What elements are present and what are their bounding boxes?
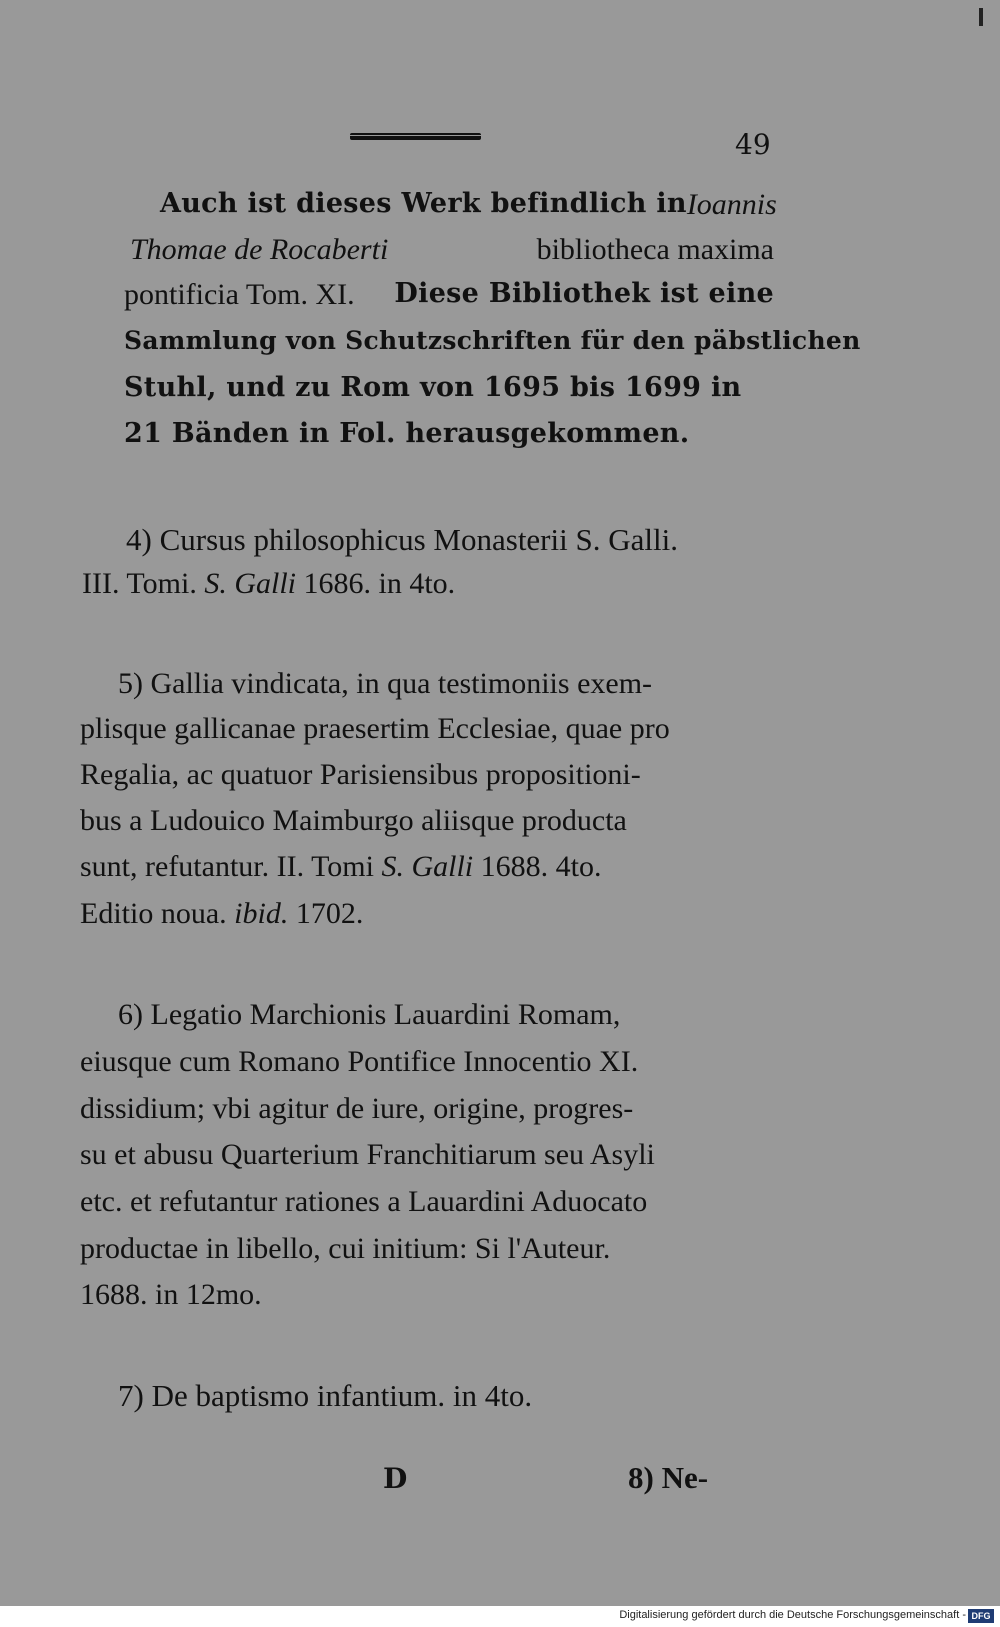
footer-credit: Digitalisierung gefördert durch die Deutsche Forschungsgemeinschaft - <box>619 1609 966 1621</box>
catchword-right: 8) Ne- <box>628 1460 709 1495</box>
catchword-left: D <box>383 1462 408 1495</box>
item4-line-2-a: III. Tomi. <box>82 567 197 600</box>
intro-line-2-text: bibliotheca maxima <box>536 233 774 266</box>
header-rule <box>350 133 481 140</box>
intro-line-1-italic: Ioannis <box>686 188 777 221</box>
item6-line-5: etc. et refutantur rationes a Lauardini Aduocato <box>80 1185 648 1218</box>
intro-line-4: Sammlung von Schutzschriften für den päbstlichen <box>124 326 861 355</box>
item5-line-4: bus a Ludouico Maimburgo aliisque producta <box>80 804 627 837</box>
intro-line-2 <box>130 233 774 267</box>
item4-line-2 <box>82 567 455 601</box>
intro-line-6: 21 Bänden in Fol. herausgekommen. <box>124 418 690 449</box>
intro-line-1-text: Auch ist dieses Werk befindlich in <box>160 188 687 219</box>
item5-line-3: Regalia, ac quatuor Parisiensibus propositioni- <box>80 758 641 791</box>
intro-line-1 <box>160 188 777 222</box>
scan-corner-mark <box>979 8 983 26</box>
item6-line-1: 6) Legatio Marchionis Lauardini Romam, <box>118 998 621 1031</box>
item5-line-5-italic: S. Galli <box>381 850 474 883</box>
item4-line-2-italic: S. Galli <box>204 567 297 600</box>
item5-line-2: plisque gallicanae praesertim Ecclesiae, quae pro <box>80 712 670 745</box>
item5-line-6-a: Editio noua. <box>80 897 227 930</box>
intro-line-3 <box>124 278 774 312</box>
intro-line-3-text: pontificia Tom. XI. <box>124 278 355 311</box>
item5-line-6-italic: ibid. <box>234 897 289 930</box>
item5-line-6-b: 1702. <box>295 897 364 930</box>
item4-line-1: 4) Cursus philosophicus Monasterii S. Galli. <box>126 522 678 557</box>
dfg-logo-icon: DFG <box>968 1609 994 1623</box>
item6-line-6: productae in libello, cui initium: Si l'Auteur. <box>80 1232 611 1265</box>
intro-line-5: Stuhl, und zu Rom von 1695 bis 1699 in <box>124 372 742 403</box>
item6-line-3: dissidium; vbi agitur de iure, origine, progres- <box>80 1092 634 1125</box>
item6-line-4: su et abusu Quarterium Franchitiarum seu Asyli <box>80 1138 655 1171</box>
item5-line-1: 5) Gallia vindicata, in qua testimoniis exem- <box>118 667 653 700</box>
item5-line-5-a: sunt, refutantur. II. Tomi <box>80 850 374 883</box>
item6-line-2: eiusque cum Romano Pontifice Innocentio XI. <box>80 1045 639 1078</box>
item5-line-5 <box>80 850 601 884</box>
intro-line-3-fraktur: Diese Bibliothek ist eine <box>394 278 774 309</box>
intro-line-2-italic: Thomae de Rocaberti <box>130 233 389 266</box>
item6-line-7: 1688. in 12mo. <box>80 1278 262 1311</box>
item5-line-6 <box>80 897 363 931</box>
item7-line-1: 7) De baptismo infantium. in 4to. <box>118 1378 533 1413</box>
item5-line-5-b: 1688. 4to. <box>480 850 602 883</box>
page-number: 49 <box>735 128 771 161</box>
item4-line-2-b: 1686. in 4to. <box>303 567 456 600</box>
digitization-footer <box>0 1606 1000 1627</box>
